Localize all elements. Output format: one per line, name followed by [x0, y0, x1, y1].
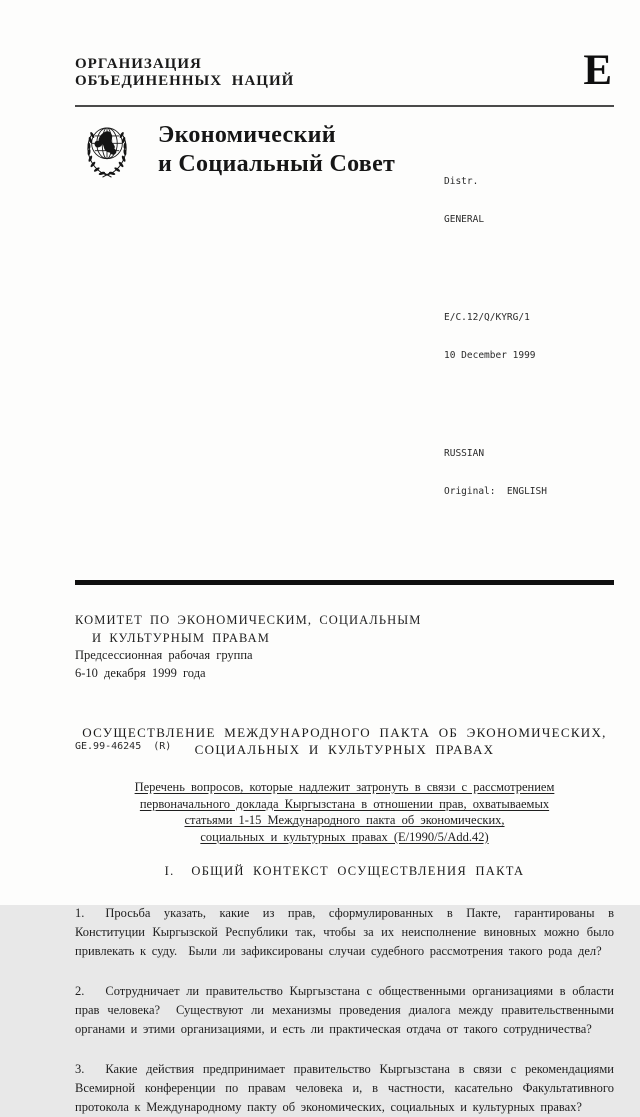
subtitle-line2: первоначального доклада Кыргызстана в отношении прав, охватываемых	[139, 796, 550, 811]
meta-original-language: Original: ENGLISH	[444, 485, 547, 497]
meta-symbol-date	[444, 287, 614, 387]
meta-distr	[444, 151, 614, 251]
subtitle-line1: Перечень вопросов, которые надлежит затронуть в связи с рассмотрением	[134, 780, 555, 794]
header-divider-thick	[75, 580, 614, 585]
body-text	[75, 904, 614, 1117]
document-symbol-letter: E	[583, 47, 612, 94]
header-top	[75, 47, 614, 94]
org-name	[75, 56, 294, 90]
paragraph-1	[75, 904, 614, 961]
paragraph-2-text: Сотрудничает ли правительство Кыргызстана с общественными организациями в области прав человека? Существуют ли механизмы проведения диалога между правительственными органами и этими организациями, и есть ли практическая отдача от такого сотрудничества?	[75, 984, 614, 1036]
meta-language: RUSSIAN	[444, 448, 485, 459]
council-header-row	[75, 118, 614, 559]
meta-languages	[444, 423, 614, 523]
un-emblem-icon	[75, 118, 139, 184]
paragraph-3-text: Какие действия предпринимает правительство Кыргызстана в связи с рекомендациями Всемирной конференции по правам человека и, в частности, касательно Факультативного протокола к Международному пакту об экономических, социальных и культурных правах?	[75, 1062, 614, 1114]
document-subtitle	[75, 779, 614, 845]
working-group: Предсессионная рабочая группа	[75, 648, 253, 662]
org-name-line2: ОБЪЕДИНЕННЫХ НАЦИЙ	[75, 73, 295, 89]
council-name-line1: Экономический	[158, 122, 336, 148]
document-title-line1: ОСУЩЕСТВЛЕНИЕ МЕЖДУНАРОДНОГО ПАКТА ОБ ЭКОНОМИЧЕСКИХ,	[82, 725, 607, 740]
council-name	[158, 121, 395, 179]
meta-doc-date: 10 December 1999	[444, 349, 536, 361]
footer-reference: GE.99-46245 (R)	[75, 741, 172, 752]
subtitle-line3: статьями 1-15 Международного пакта об экономических,	[184, 813, 505, 827]
org-name-line1: ОРГАНИЗАЦИЯ	[75, 56, 202, 72]
council-name-line2: и Социальный Совет	[158, 151, 396, 177]
distribution-meta	[444, 118, 614, 559]
paragraph-3	[75, 1060, 614, 1117]
document-title-line2: СОЦИАЛЬНЫХ И КУЛЬТУРНЫХ ПРАВАХ	[194, 741, 495, 757]
meta-doc-number: E/C.12/Q/KYRG/1	[444, 312, 530, 323]
paragraph-2-number: 2.	[75, 984, 85, 998]
subtitle-line4: социальных и культурных правах (E/1990/5/Add.42)	[200, 829, 489, 844]
paragraph-3-number: 3.	[75, 1062, 85, 1076]
paragraph-2	[75, 982, 614, 1039]
committee-name-line1: КОМИТЕТ ПО ЭКОНОМИЧЕСКИМ, СОЦИАЛЬНЫМ	[75, 613, 422, 627]
paragraph-1-text: Просьба указать, какие из прав, сформулированных в Пакте, гарантированы в Конституции Кыргызской Республики так, чтобы за их неисполнение виновных можно было привлекать к суду. Были ли зафиксированы случаи судебного рассмотрения такого рода дел?	[75, 906, 614, 958]
section-heading: I. ОБЩИЙ КОНТЕКСТ ОСУЩЕСТВЛЕНИЯ ПАКТА	[164, 864, 525, 878]
session-dates: 6-10 декабря 1999 года	[75, 665, 206, 680]
committee-name-line2: И КУЛЬТУРНЫМ ПРАВАМ	[92, 630, 270, 645]
meta-distr-value: GENERAL	[444, 213, 485, 225]
paragraph-1-number: 1.	[75, 906, 85, 920]
header-divider-thin	[75, 105, 614, 107]
committee-block	[75, 612, 614, 682]
meta-distr-label: Distr.	[444, 176, 479, 187]
